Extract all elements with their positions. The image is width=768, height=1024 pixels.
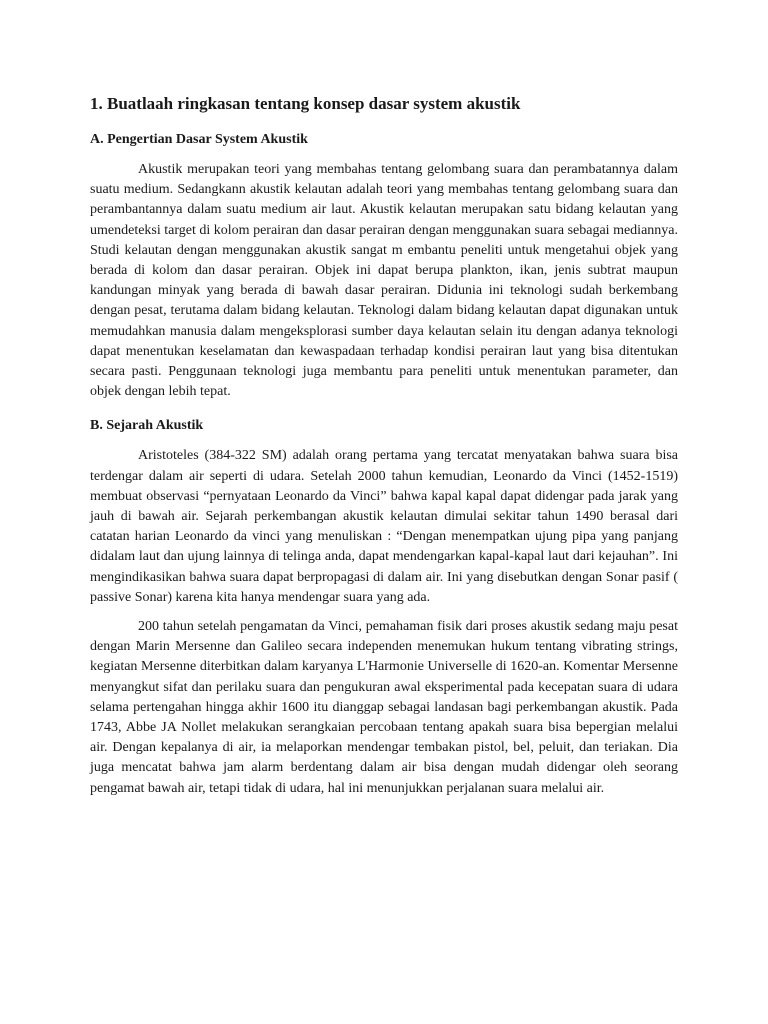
paragraph-sejarah-2: 200 tahun setelah pengamatan da Vinci, pemahaman fisik dari proses akustik sedang maju pesat dengan Marin Mersenne dan Galileo secara independen menemukan hukum tentang vibrating strings, kegiatan Mersenne diterbitkan dalam karyanya L'Harmonie Universelle di 1620-an. Komentar Mersenne menyangkut sifat dan perilaku suara dan pengukuran awal eksperimental pada kecepatan suara di udara selama pertengahan hingga akhir 1600 itu dianggap sebagai landasan bagi perkembangan akustik. Pada 1743, Abbe JA Nollet melakukan serangkaian percobaan tentang apakah suara bisa bepergian melalui air. Dengan kepalanya di air, ia melaporkan mendengar tembakan pistol, bel, peluit, dan teriakan. Dia juga mencatat bahwa jam alarm berdentang dalam air bisa dengan mudah didengar oleh seorang pengamat bawah air, tetapi tidak di udara, hal ini menunjukkan perjalanan suara melalui air. (90, 619, 678, 796)
section-heading-b: B. Sejarah Akustik (90, 418, 204, 434)
section-sejarah (90, 416, 678, 798)
section-pengertian (90, 130, 678, 402)
paragraph-sejarah-1: Aristoteles (384-322 SM) adalah orang pertama yang tercatat menyatakan bahwa suara bisa terdengar dalam air seperti di udara. Setelah 2000 tahun kemudian, Leonardo da Vinci (1452-1519) membuat observasi “pernyataan Leonardo da Vinci” bahwa kapal kapal dapat didengar pada jarak yang jauh di bawah air. Sejarah perkembangan akustik kelautan dimulai sekitar tahun 1490 berasal dari catatan harian Leonardo da vinci yang menuliskan : “Dengan menempatkan ujung pipa yang panjang didalam laut dan ujung lainnya di telinga anda, dapat mendengarkan kapal-kapal laut dari kejauhan”. Ini mengindikasikan bahwa suara dapat berpropagasi di dalam air. Ini yang disebutkan dengan Sonar pasif ( passive Sonar) karena kita hanya mendengar suara yang ada. (90, 448, 678, 605)
section-heading-a: A. Pengertian Dasar System Akustik (90, 132, 308, 147)
document-title: 1. Buatlaah ringkasan tentang konsep dasar system akustik (90, 94, 521, 113)
paragraph-pengertian: Akustik merupakan teori yang membahas tentang gelombang suara dan perambatannya dalam suatu medium. Sedangkann akustik kelautan adalah teori yang membahas tentang gelombang suara dan perambantannya dalam suatu medium air laut. Akustik kelautan merupakan satu bidang kelautan yang umendeteksi target di kolom perairan dan dasar perairan dengan menggunakan suara sebagai mediannya. Studi kelautan dengan menggunakan akustik sangat m embantu peneliti untuk mengetahui objek yang berada di kolom dan dasar perairan. Objek ini dapat berupa plankton, ikan, jenis subtrat maupun kandungan minyak yang berada di bawah dasar perairan. Didunia ini teknologi sudah berkembang dengan pesat, terutama dalam bidang kelautan. Teknologi dalam bidang kelautan dapat digunakan untuk memudahkan manusia dalam mengeksplorasi sumber daya kelautan selain itu dengan adanya teknologi dapat menentukan keselamatan dan kewaspadaan terhadap kondisi perairan laut yang bisa ditentukan secara pasti. Penggunaan teknologi juga membantu para peneliti untuk menentukan parameter, dan objek dengan lebih tepat. (90, 162, 678, 400)
document-page (90, 92, 678, 808)
